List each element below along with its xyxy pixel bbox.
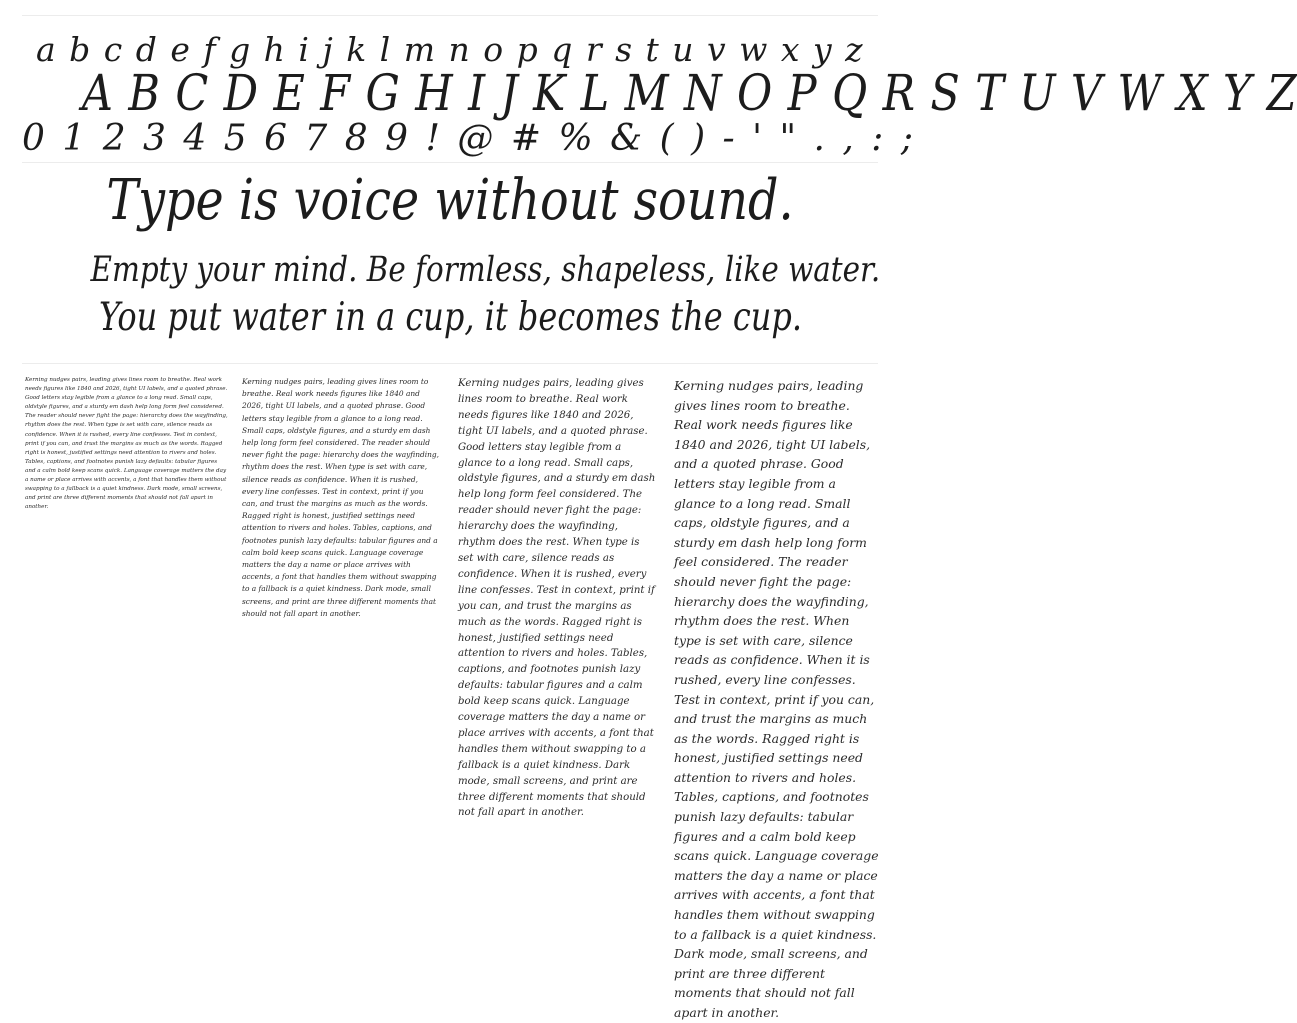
sample-line-large: Type is voice without sound. [106, 168, 794, 233]
sample-section-divider [22, 363, 878, 364]
sample-line-medium: Empty your mind. Be formless, shapeless, like water. [90, 250, 881, 290]
body-text-column-md: Kerning nudges pairs, leading gives lines room to breathe. Real work needs figures like 1840 and 2026, tight UI labels, and a quoted phrase. Good letters stay legible from a glance to a long read. Small caps, oldstyle figures, and a sturdy em dash help long form feel considered. The reader should never fight the page: hierarchy does the wayfinding, rhythm does the rest. When type is set with care, silence reads as confidence. When it is rushed, every line confesses. Test in context, print if you can, and trust the margins as much as the words. Ragged right is honest, justified settings need attention to rivers and holes. Tables, captions, and footnotes punish lazy defaults: tabular figures and a calm bold keep scans quick. Language coverage matters the day a name or place arrives with accents, a font that handles them without swapping to a fallback is a quiet kindness. Dark mode, small screens, and print are three different moments that should not fall apart in another. [458, 378, 656, 819]
body-text-column-sm: Kerning nudges pairs, leading gives lines room to breathe. Real work needs figures like 1840 and 2026, tight UI labels, and a quoted phrase. Good letters stay legible from a glance to a long read. Small caps, oldstyle figures, and a sturdy em dash help long form feel considered. The reader should never fight the page: hierarchy does the wayfinding, rhythm does the rest. When type is set with care, silence reads as confidence. When it is rushed, every line confesses. Test in context, print if you can, and trust the margins as much as the words. Ragged right is honest, justified settings need attention to rivers and holes. Tables, captions, and footnotes punish lazy defaults: tabular figures and a calm bold keep scans quick. Language coverage matters the day a name or place arrives with accents, a font that handles them without swapping to a fallback is a quiet kindness. Dark mode, small screens, and print are three different moments that should not fall apart in another. [242, 377, 439, 618]
lowercase-glyph-row: a b c d e f g h i j k l m n o p q r s t u v w x y z [35, 30, 865, 69]
uppercase-glyph-row: A B C D E F G H I J K L M N O P Q R S T U V W X Y Z [81, 64, 1297, 122]
glyph-section-divider [22, 162, 878, 163]
top-divider [22, 15, 878, 16]
body-text-column-xs: Kerning nudges pairs, leading gives lines room to breathe. Real work needs figures like 1840 and 2026, tight UI labels, and a quoted phrase. Good letters stay legible from a glance to a long read. Small caps, oldstyle figures, and a sturdy em dash help long form feel considered. The reader should never fight the page: hierarchy does the wayfinding, rhythm does the rest. When type is set with care, silence reads as confidence. When it is rushed, every line confesses. Test in context, print if you can, and trust the margins as much as the words. Ragged right is honest, justified settings need attention to rivers and holes. Tables, captions, and footnotes punish lazy defaults: tabular figures and a calm bold keep scans quick. Language coverage matters the day a name or place arrives with accents, a font that handles them without swapping to a fallback is a quiet kindness. Dark mode, small screens, and print are three different moments that should not fall apart in another. [25, 377, 228, 511]
sample-line-medium-2: You put water in a cup, it becomes the cup. [99, 295, 802, 340]
numerals-punctuation-row: 0 1 2 3 4 5 6 7 8 9 ! @ # % & ( ) - ' " . , : ; [22, 118, 916, 159]
body-text-column-lg: Kerning nudges pairs, leading gives lines room to breathe. Real work needs figures like 1840 and 2026, tight UI labels, and a quoted phrase. Good letters stay legible from a glance to a long read. Small caps, oldstyle figures, and a sturdy em dash help long form feel considered. The reader should never fight the page: hierarchy does the wayfinding, rhythm does the rest. When type is set with care, silence reads as confidence. When it is rushed, every line confesses. Test in context, print if you can, and trust the margins as much as the words. Ragged right is honest, justified settings need attention to rivers and holes. Tables, captions, and footnotes punish lazy defaults: tabular figures and a calm bold keep scans quick. Language coverage matters the day a name or place arrives with accents, a font that handles them without swapping to a fallback is a quiet kindness. Dark mode, small screens, and print are three different moments that should not fall apart in another. [674, 378, 879, 1020]
